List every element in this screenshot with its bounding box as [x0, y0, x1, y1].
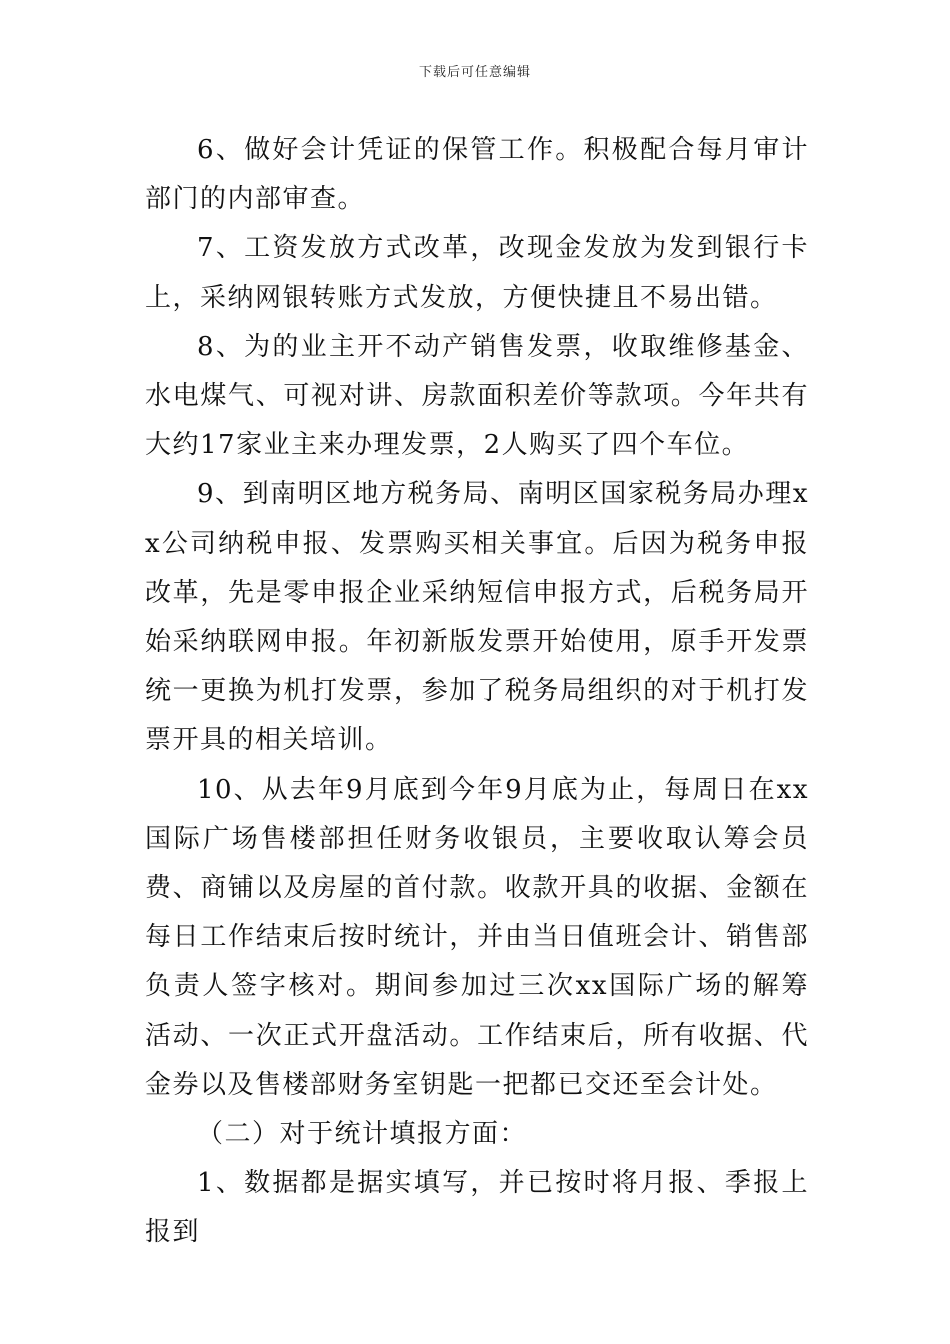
- paragraph-item-7: 7、工资发放方式改革，改现金发放为发到银行卡上，采纳网银转账方式发放，方便快捷且不易出错。: [145, 233, 809, 313]
- paragraph-item-6: 6、做好会计凭证的保管工作。积极配合每月审计部门的内部审查。: [145, 135, 809, 215]
- paragraph-item-10: 10、从去年9月底到今年9月底为止，每周日在xx国际广场售楼部担任财务收银员，主要收取认筹会员费、商铺以及房屋的首付款。收款开具的收据、金额在每日工作结束后按时统计，并由当日值班会计、销售部负责人签字核对。期间参加过三次xx国际广场的解筹活动、一次正式开盘活动。工作结束后，所有收据、代金券以及售楼部财务室钥匙一把都已交还至会计处。: [145, 774, 809, 1100]
- section-heading-statistics: （二）对于统计填报方面：: [197, 1119, 528, 1150]
- document-body: [145, 126, 809, 1258]
- paragraph-item-1: 1、数据都是据实填写，并已按时将月报、季报上报到: [145, 1168, 809, 1248]
- page-header: 下载后可任意编辑: [418, 65, 531, 80]
- paragraph-item-8: 8、为的业主开不动产销售发票，收取维修基金、水电煤气、可视对讲、房款面积差价等款项。今年共有大约17家业主来办理发票，2人购买了四个车位。: [145, 331, 809, 461]
- paragraph-item-9: 9、到南明区地方税务局、南明区国家税务局办理xx公司纳税申报、发票购买相关事宜。后因为税务申报改革，先是零申报企业采纳短信申报方式，后税务局开始采纳联网申报。年初新版发票开始使用，原手开发票统一更换为机打发票，参加了税务局组织的对于机打发票开具的相关培训。: [145, 479, 809, 756]
